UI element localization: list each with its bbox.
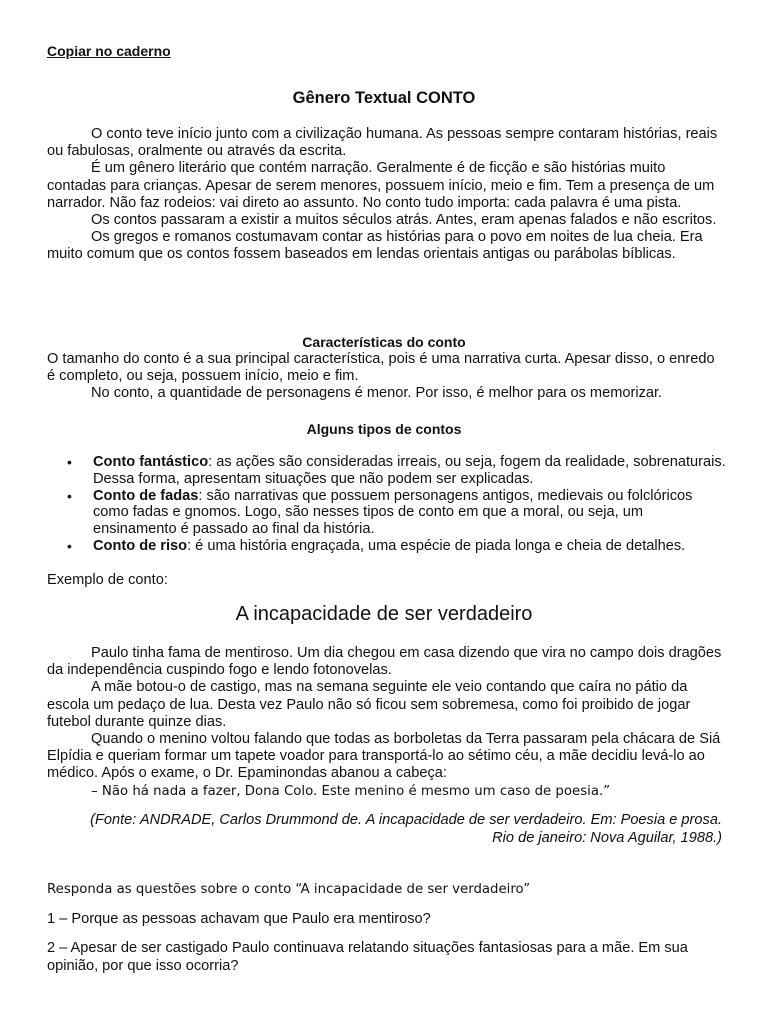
- story-paragraph: Quando o menino voltou falando que todas as borboletas da Terra passaram pela chácara de Siá Elpídia e queriam formar um tapete voador para transportá-lo ao sétimo céu, a mãe decidiu levá-lo ao médico. Após o exame, o Dr. Epaminondas abanou a cabeça:: [47, 731, 721, 782]
- header-instruction: Copiar no caderno: [47, 43, 171, 59]
- types-list: [47, 454, 727, 555]
- characteristics-paragraph: No conto, a quantidade de personagens é menor. Por isso, é melhor para os memorizar.: [91, 385, 663, 402]
- question-1: 1 – Porque as pessoas achavam que Paulo era mentiroso?: [47, 911, 431, 927]
- characteristics-paragraph: O tamanho do conto é a sua principal característica, pois é uma narrativa curta. Apesar disso, o enredo é completo, ou seja, possuem início, meio e fim.: [47, 351, 715, 385]
- bullet-icon: •: [67, 537, 72, 554]
- type-description: : é uma história engraçada, uma espécie de piada longa e cheia de detalhes.: [187, 537, 686, 554]
- question-2: 2 – Apesar de ser castigado Paulo continuava relatando situações fantasiosas para a mãe. Em sua opinião, por que isso ocorria?: [47, 940, 688, 974]
- intro-paragraph: É um gênero literário que contém narração. Geralmente é de ficção e são histórias muito contadas para crianças. Apesar de serem menores, possuem início, meio e fim. Tem a presença de um narrador. Não faz rodeios: vai direto ao assunto. No conto tudo importa: cada palavra é uma pista.: [47, 160, 715, 211]
- type-description: : as ações são consideradas irreais, ou seja, fogem da realidade, sobrenaturais. Dessa forma, apresentam situações que não podem ser explicadas.: [93, 454, 726, 487]
- source-line: Rio de janeiro: Nova Aguilar, 1988.): [492, 829, 722, 846]
- intro-section: [47, 126, 722, 264]
- type-term: Conto de fadas: [93, 487, 199, 504]
- story-paragraph: Paulo tinha fama de mentiroso. Um dia chegou em casa dizendo que vira no campo dois dragões da independência cuspindo fogo e lendo fotonovelas.: [47, 645, 722, 679]
- story-paragraph: A mãe botou-o de castigo, mas na semana seguinte ele veio contando que caíra no pátio da escola um pedaço de lua. Desta vez Paulo não só ficou sem sobremesa, como foi proibido de jogar futebol durante quinze dias.: [47, 679, 691, 730]
- list-item: [47, 488, 727, 538]
- example-label: Exemplo de conto:: [47, 572, 168, 588]
- page-title: Gênero Textual CONTO: [292, 89, 476, 107]
- questions-intro: Responda as questões sobre o conto “A incapacidade de ser verdadeiro”: [47, 882, 531, 897]
- types-heading: Alguns tipos de contos: [306, 421, 462, 437]
- list-item: [47, 454, 727, 488]
- intro-paragraph: O conto teve início junto com a civilização humana. As pessoas sempre contaram histórias, reais ou fabulosas, oralmente ou através da escrita.: [47, 126, 718, 160]
- intro-paragraph: Os contos passaram a existir a muitos séculos atrás. Antes, eram apenas falados e não escritos.: [91, 212, 717, 229]
- type-term: Conto de riso: [93, 537, 188, 554]
- intro-paragraph: Os gregos e romanos costumavam contar as histórias para o povo em noites de lua cheia. Era muito comum que os contos fossem baseados em lendas orientais antigas ou parábolas bíblicas.: [47, 229, 703, 263]
- bullet-icon: •: [67, 454, 72, 470]
- story-body: [47, 645, 722, 800]
- source-line: (Fonte: ANDRADE, Carlos Drummond de. A incapacidade de ser verdadeiro. Em: Poesia e prosa.: [90, 812, 722, 828]
- story-dialog: – Não há nada a fazer, Dona Colo. Este menino é mesmo um caso de poesia.”: [91, 783, 611, 799]
- characteristics-heading: Características do conto: [302, 334, 466, 350]
- characteristics-section: [47, 351, 722, 403]
- story-title: A incapacidade de ser verdadeiro: [235, 603, 533, 625]
- type-description: : são narrativas que possuem personagens antigos, medievais ou folclóricos como fadas e gnomos. Logo, são nesses tipos de conto em que a moral, ou seja, um ensinamento é passado ao final da história.: [93, 487, 693, 538]
- bullet-icon: •: [67, 487, 72, 504]
- source-citation: [47, 812, 722, 847]
- type-term: Conto fantástico: [93, 454, 209, 470]
- list-item: [47, 538, 727, 555]
